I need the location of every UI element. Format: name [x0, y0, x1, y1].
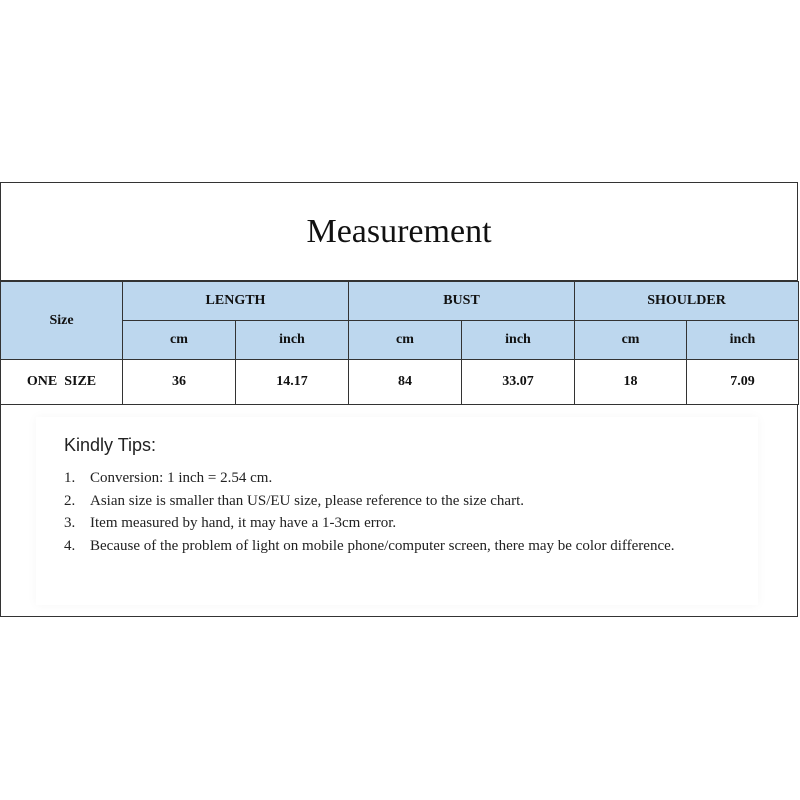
shoulder-cm-cell: 18: [575, 360, 687, 405]
list-item: [64, 512, 704, 535]
bust-inch-cell: 33.07: [462, 360, 575, 405]
list-item-number: 3.: [64, 515, 76, 531]
unit-cell: cm: [123, 321, 236, 360]
list-item-number: 2.: [64, 492, 76, 509]
tips-title: Kindly Tips:: [64, 435, 157, 455]
list-item-text: Conversion: 1 inch = 2.54 cm.: [90, 470, 273, 486]
unit-cell: inch: [687, 321, 799, 360]
list-item-text: Because of the problem of light on mobile phone/computer screen, there may be color difference.: [90, 537, 675, 554]
size-header-cell: Size: [1, 282, 123, 360]
shoulder-header-cell: SHOULDER: [575, 282, 799, 321]
unit-cell: inch: [462, 321, 575, 360]
size-label-cell: ONE SIZE: [1, 360, 123, 405]
length-cm-cell: 36: [123, 360, 236, 405]
bust-header-cell: BUST: [349, 282, 575, 321]
table-header-row: [1, 282, 799, 321]
length-header-cell: LENGTH: [123, 282, 349, 321]
shoulder-inch-cell: 7.09: [687, 360, 799, 405]
length-inch-cell: 14.17: [236, 360, 349, 405]
size-chart-card: [0, 182, 798, 617]
list-item: [64, 467, 704, 490]
unit-cell: inch: [236, 321, 349, 360]
table-row: [1, 360, 799, 405]
list-item: [64, 535, 704, 558]
list-item-number: 1.: [64, 470, 76, 486]
list-item-number: 4.: [64, 537, 76, 554]
page-title: Measurement: [1, 183, 797, 281]
list-item: [64, 490, 704, 513]
bust-cm-cell: 84: [349, 360, 462, 405]
tips-panel: [36, 417, 758, 605]
size-table: [0, 281, 799, 405]
tips-list: [64, 467, 704, 557]
unit-cell: cm: [349, 321, 462, 360]
list-item-text: Item measured by hand, it may have a 1-3cm error.: [90, 515, 397, 531]
unit-cell: cm: [575, 321, 687, 360]
list-item-text: Asian size is smaller than US/EU size, please reference to the size chart.: [90, 492, 524, 509]
